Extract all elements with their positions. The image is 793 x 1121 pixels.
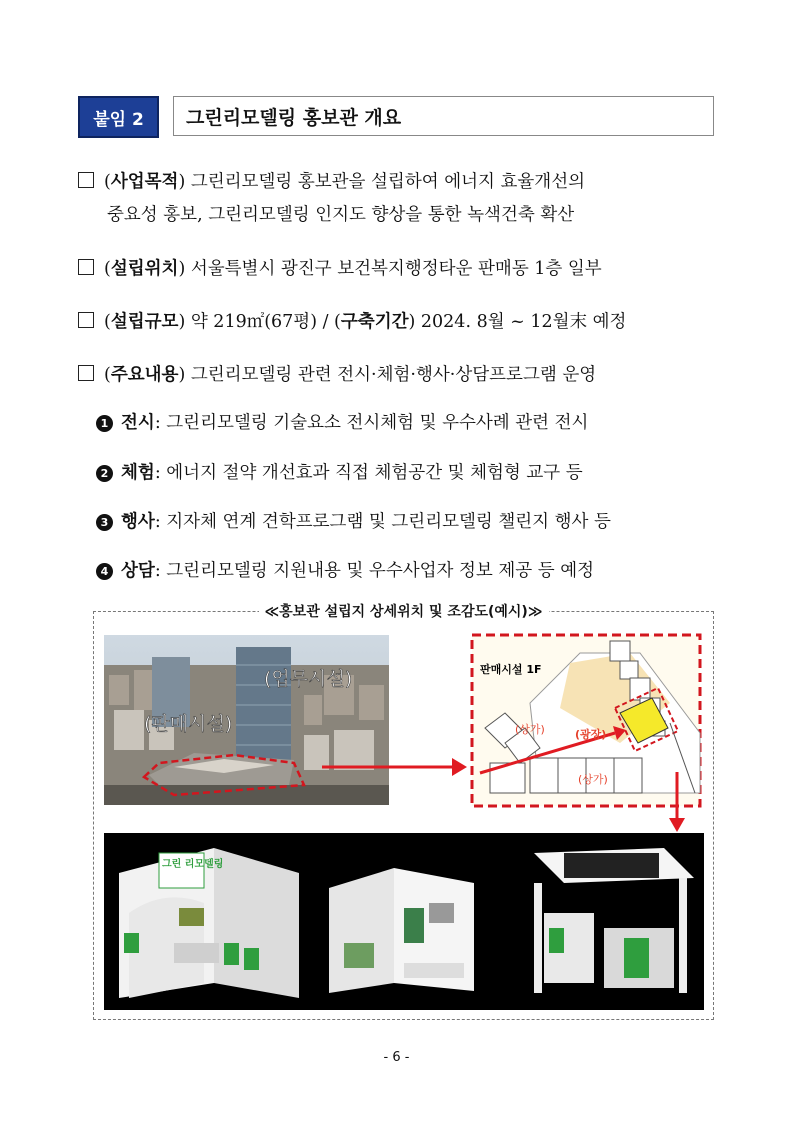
subitem-exhibition [96,409,588,434]
checkbox-square-icon [78,312,94,328]
store-label: (상가) [515,723,545,736]
item-scale: (설립규모) 약 219㎡(67평) / (구축기간) 2024. 8월 ~ 12월末 예정 [78,308,626,333]
page-number: - 6 - [383,1050,410,1065]
attachment-badge: 붙임 2 [78,96,159,138]
item-purpose: (사업목적) 그린리모델링 홍보관을 설립하여 에너지 효율개선의 [78,168,585,193]
subitem-label: 전시 [121,413,155,433]
figure-caption: ≪홍보관 설립지 상세위치 및 조감도(예시)≫ [94,601,713,621]
item-label: 설립위치 [110,259,179,279]
item-label: 설립규모 [110,312,179,332]
plaza-label: (광장) [575,728,607,741]
subitem-text: : 에너지 절약 개선효과 직접 체험공간 및 체험형 교구 등 [154,463,583,483]
subitem-label: 행사 [121,512,155,532]
item-label: 사업목적 [110,172,179,192]
item-text: ) 약 219㎡(67평) / ( [178,312,341,332]
number-badge: 3 [96,514,113,531]
item-text: ) 그린리모델링 홍보관을 설립하여 에너지 효율개선의 [178,172,586,192]
item-label: 구축기간 [340,312,409,332]
item-location: (설립위치) 서울특별시 광진구 보건복지행정타운 판매동 1층 일부 [78,255,602,280]
subitem-text: : 그린리모델링 기술요소 전시체험 및 우수사례 관련 전시 [154,413,589,433]
checkbox-square-icon [78,365,94,381]
item-text: ) 2024. 8월 ~ 12월末 예정 [408,312,627,332]
checkbox-square-icon [78,259,94,275]
item-text: ) 서울특별시 광진구 보건복지행정타운 판매동 1층 일부 [178,259,602,279]
arrow-down-icon [667,772,687,832]
subitem-consulting [96,557,594,582]
floor-label: 판매시설 1F [480,663,542,676]
item-purpose-line2: 중요성 홍보, 그린리모델링 인지도 향상을 통한 녹색건축 확산 [107,205,575,225]
subitem-text: : 지자체 연계 견학프로그램 및 그린리모델링 챌린지 행사 등 [154,512,611,532]
item-label: 주요내용 [110,365,179,385]
page-title: 그린리모델링 홍보관 개요 [173,96,714,136]
subitem-label: 상담 [121,561,155,581]
item-contents: (주요내용) 그린리모델링 관련 전시·체험·행사·상담프로그램 운영 [78,361,596,386]
store-label: (상가) [578,773,608,786]
arrow-right-icon [322,752,467,782]
booth-sign: 그린 리모델링 [162,859,224,870]
subitem-event [96,508,611,533]
subitem-text: : 그린리모델링 지원내용 및 우수사업자 정보 제공 등 예정 [154,561,595,581]
subitem-label: 체험 [121,463,155,483]
subitem-experience [96,459,583,484]
header [78,96,714,138]
retail-label: (판매시설) [144,713,233,735]
checkbox-square-icon [78,172,94,188]
number-badge: 2 [96,465,113,482]
figure-frame [93,604,714,1020]
number-badge: 1 [96,415,113,432]
booth-renderings [104,833,704,1010]
number-badge: 4 [96,563,113,580]
item-text: ) 그린리모델링 관련 전시·체험·행사·상담프로그램 운영 [178,365,597,385]
office-label: (업무시설) [264,668,353,690]
